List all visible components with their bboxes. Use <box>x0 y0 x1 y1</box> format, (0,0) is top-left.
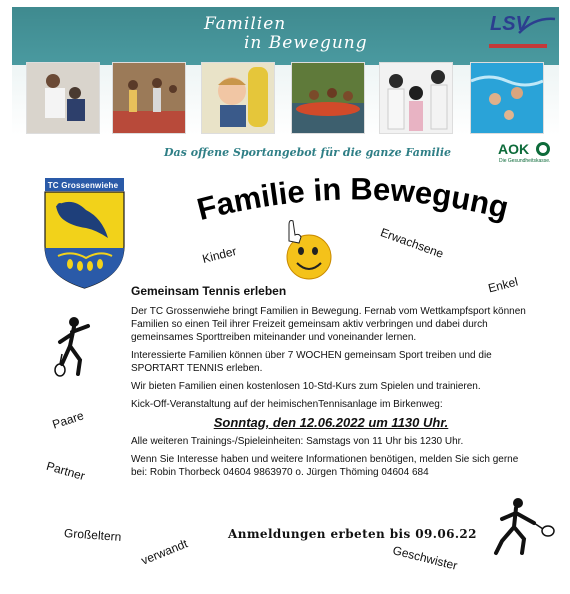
aok-logo: AOK <box>498 141 530 157</box>
club-crest-icon <box>42 176 127 291</box>
banner-title-line2: in Bewegung <box>244 33 368 53</box>
word-verwandt: verwandt <box>139 536 190 568</box>
aok-claim: Die Gesundheitskasse. <box>499 158 551 164</box>
paragraph-intro: Der TC Grossenwiehe bringt Familien in Bewegung. Fernab vom Wettkampfsport können Familien so einen Teil ihrer Freizeit gemeinsam aktiv verbringen und dabei durch gemeinsames Sporttreiben miteinander und voneinander lernen. <box>131 306 526 343</box>
word-grosseltern: Großeltern <box>63 526 122 544</box>
banner-title <box>204 15 368 53</box>
lsv-logo: LSV <box>490 13 529 35</box>
word-erwachsene: Erwachsene <box>378 225 446 261</box>
word-enkel: Enkel <box>486 274 520 296</box>
main-heading <box>148 174 558 244</box>
banner-title-line1: Familien <box>204 14 287 34</box>
photo-family-tennis <box>379 62 453 134</box>
word-kinder: Kinder <box>200 244 238 266</box>
svg-text:Familie in Bewegung <box>194 174 512 227</box>
photo-judo <box>26 62 100 134</box>
tennis-player-2-icon <box>488 497 558 557</box>
banner-tagline: Das offene Sportangebot für die ganze Familie <box>164 146 452 159</box>
photo-dance <box>112 62 186 134</box>
photo-swimming <box>470 62 544 134</box>
signup-note: Anmeldungen erbeten bis 09.06.22 <box>228 527 477 541</box>
photo-canoe <box>291 62 365 134</box>
banner <box>12 7 559 167</box>
content <box>131 285 531 484</box>
lsv-swoosh-icon <box>517 15 557 37</box>
paragraph-contact: Wenn Sie Interesse haben und weitere Informationen benötigen, melden Sie sich gerne bei: Robin Thorbeck 04604 9863970 o. Jürgen Thöming 04604 684 <box>131 454 519 478</box>
paragraph-schedule: Alle weiteren Trainings-/Spieleinheiten: Samstags von 11 Uhr bis 1230 Uhr. <box>131 436 464 447</box>
photo-child <box>201 62 275 134</box>
tennis-player-icon <box>52 314 102 378</box>
word-partner: Partner <box>44 458 87 484</box>
event-date: Sonntag, den 12.06.2022 um 1130 Uhr. <box>213 415 449 430</box>
paragraph-weeks: Interessierte Familien können über 7 WOCHEN gemeinsam Sport treiben und die SPORTART TENNIS erleben. <box>131 350 492 374</box>
crest-label: TC Grossenwiehe <box>47 181 119 190</box>
word-geschwister: Geschwister <box>391 543 459 573</box>
subheading: Gemeinsam Tennis erleben <box>131 284 287 298</box>
lsv-logo-bar <box>489 44 547 48</box>
thumbs-up-smiley-icon <box>283 213 335 285</box>
paragraph-course: Wir bieten Familien einen kostenlosen 10-Std-Kurs zum Spielen und trainieren. <box>131 381 481 392</box>
aok-tree-icon <box>536 142 550 156</box>
paragraph-kickoff: Kick-Off-Veranstaltung auf der heimischenTennisanlage im Birkenweg: <box>131 399 443 410</box>
main-heading-text: Familie in Bewegung <box>193 174 513 228</box>
word-paare: Paare <box>50 408 86 432</box>
